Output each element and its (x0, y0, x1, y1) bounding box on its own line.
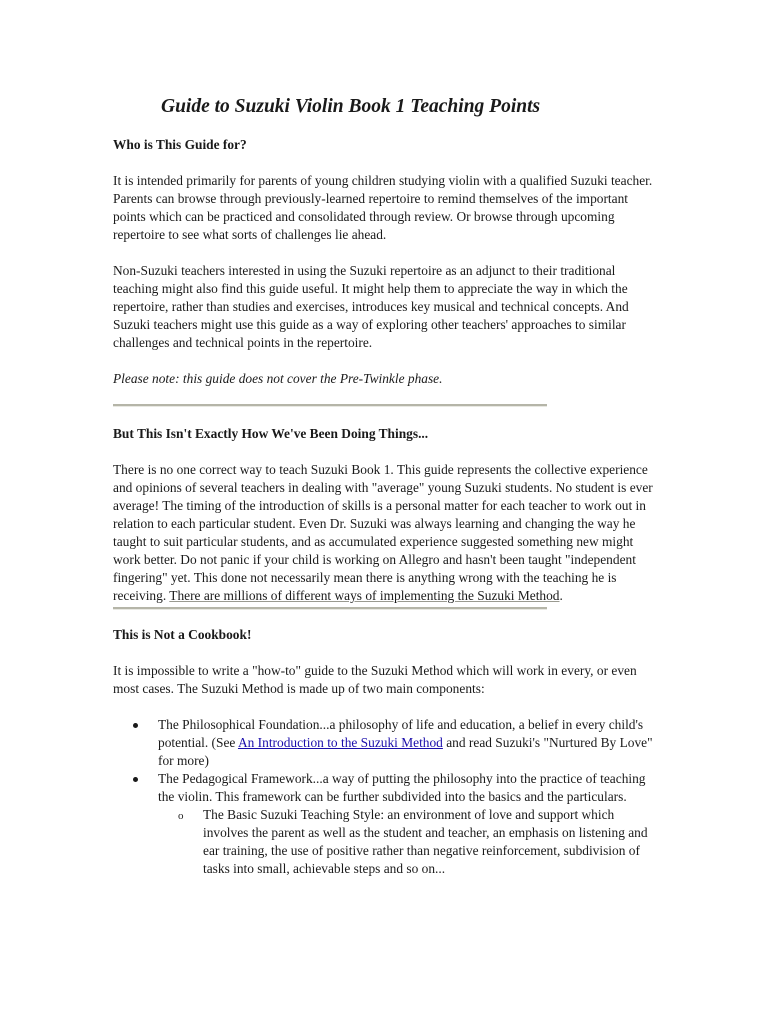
section-heading-who: Who is This Guide for? (113, 137, 247, 152)
paragraph-no-correct-way-text: There is no one correct way to teach Suzuki Book 1. This guide represents the collective experience and opinions of several teachers in dealing with "average" young Suzuki students. No student is ever average! The timing of the introduction of skills is a personal matter for each teacher to work out in relation to each particular student. Even Dr. Suzuki was always learning and changing the way he taught to suit particular students, and as accumulated experience suggested something new might work better. Do not panic if your child is working on Allegro and hasn't been taught "independent fingering" yet. This done not necessarily mean there is anything wrong with the teaching he is receiving. (113, 462, 653, 603)
document-page (113, 92, 658, 878)
paragraph-non-suzuki-teachers: Non-Suzuki teachers interested in using the Suzuki repertoire as an adjunct to their traditional teaching might also find this guide useful. It might help them to appreciate the way in which the repertoire, rather than studies and exercises, introduces key musical and technical concepts. And Suzuki teachers might use this guide as a way of exploring other teachers' approaches to similar challenges and technical points in the repertoire. (113, 263, 629, 350)
intro-suzuki-method-link[interactable]: An Introduction to the Suzuki Method (237, 735, 443, 750)
highlighted-sentence: There are millions of different ways of implementing the Suzuki Method (169, 588, 560, 603)
list-item-text: The Pedagogical Framework...a way of putting the philosophy into the practice of teaching the violin. This framework can be further subdivided into the basics and the particulars. (158, 771, 646, 804)
circle-bullet-icon: o (178, 810, 184, 822)
note-pre-twinkle (113, 370, 658, 388)
paragraph-impossible: It is impossible to write a "how-to" guide to the Suzuki Method which will work in every, or even most cases. The Suzuki Method is made up of two main components: (113, 663, 637, 696)
highlighted-sentence-end: . (559, 588, 563, 603)
section-heading-not-exactly: But This Isn't Exactly How We've Been Doing Things... (113, 426, 429, 441)
section-heading-cookbook: This is Not a Cookbook! (113, 627, 252, 642)
list-item-text: The Philosophical Foundation...a philosophy of life and education, a belief in every child's potential. (See (158, 717, 644, 750)
paragraph-intended-for: It is intended primarily for parents of young children studying violin with a qualified Suzuki teacher. Parents can browse through previously-learned repertoire to remind themselves of the important points which can be practiced and consolidated through review. Or browse through upcoming repertoire to see what sorts of challenges lie ahead. (113, 173, 653, 242)
sub-list-item-text: The Basic Suzuki Teaching Style: an environment of love and support which involves the parent as well as the student and teacher, an emphasis on listening and ear training, the use of positive rather than negative reinforcement, subdivision of tasks into small, achievable steps and so on... (203, 807, 648, 876)
list-item (113, 716, 658, 770)
bullet-icon (133, 777, 138, 782)
list-item-text: and read Suzuki's "Nurtured By Love" for more) (158, 735, 653, 768)
components-list (113, 716, 658, 878)
sub-list-item (158, 806, 658, 878)
list-item (113, 770, 658, 878)
note-text: Please note: this guide does not cover the Pre-Twinkle phase. (113, 371, 443, 386)
paragraph-no-correct-way (113, 461, 658, 605)
sub-list (158, 806, 658, 878)
page-title: Guide to Suzuki Violin Book 1 Teaching Points (161, 96, 541, 117)
bullet-icon (133, 723, 138, 728)
